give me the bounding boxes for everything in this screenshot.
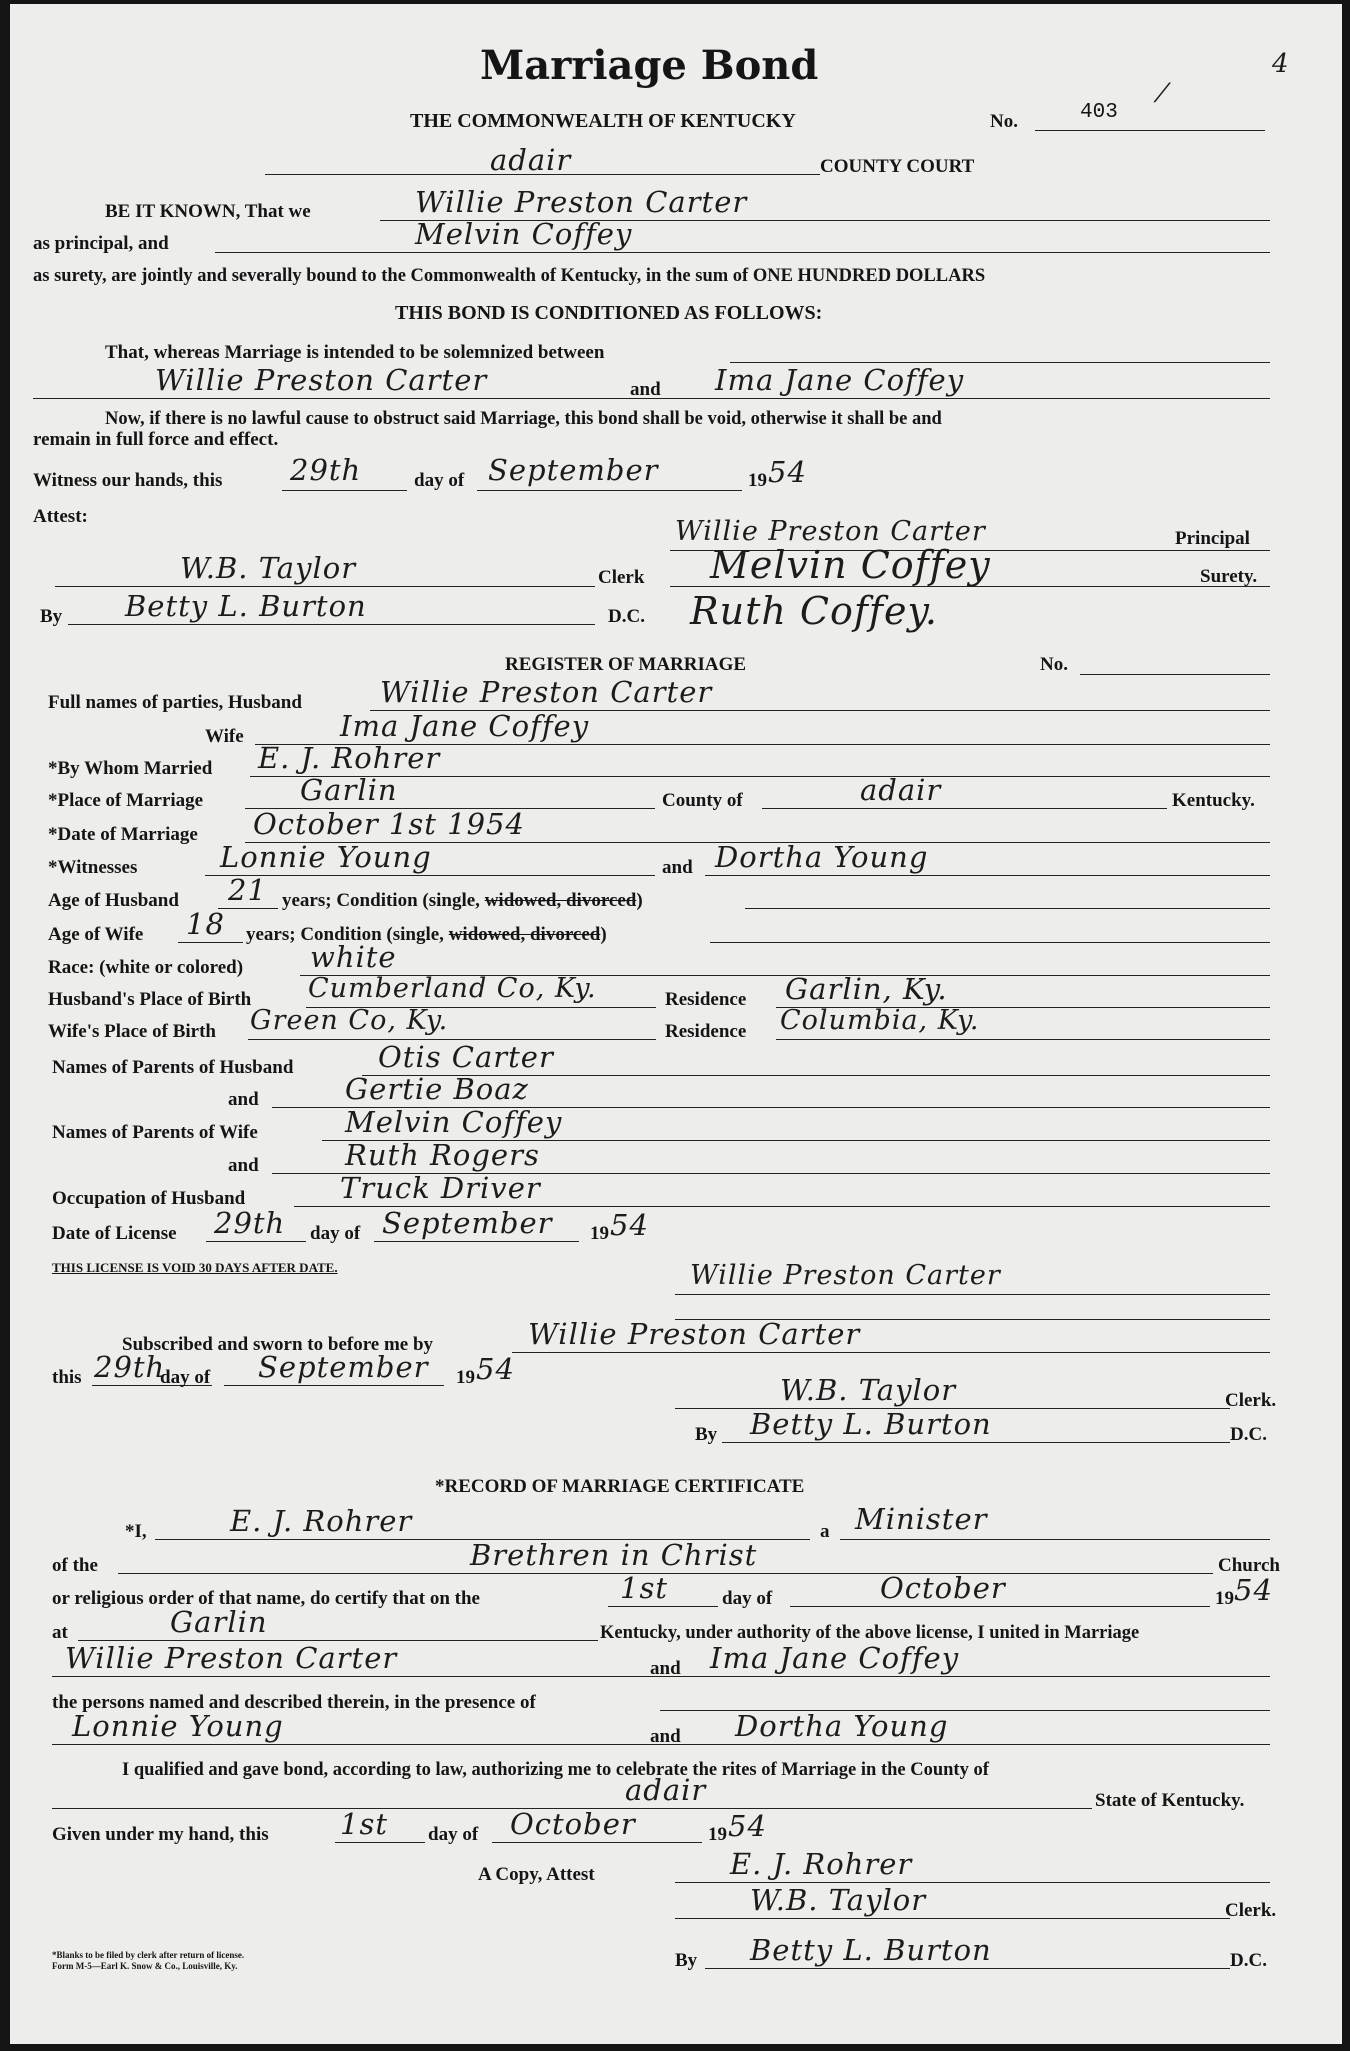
witness-day-of-label: day of [414, 470, 465, 491]
age-husband-value: 21 [228, 873, 267, 907]
husband-parents-and-label: and [228, 1089, 259, 1110]
cert-year: 54 [1234, 1573, 1273, 1607]
sworn-month: September [258, 1350, 429, 1384]
register-witness-1: Lonnie Young [220, 840, 432, 874]
given-year: 54 [728, 1809, 767, 1843]
register-clerk-label: Clerk. [1225, 1390, 1277, 1411]
witness-year-prefix: 19 [748, 470, 767, 491]
license-year-prefix: 19 [590, 1223, 609, 1244]
age-husband-label: Age of Husband [48, 890, 179, 911]
occupation-label: Occupation of Husband [52, 1188, 246, 1209]
license-day: 29th [214, 1206, 286, 1240]
cert-clerk-signature: W.B. Taylor [750, 1883, 927, 1917]
race-value: white [310, 940, 397, 974]
register-and-label: and [662, 857, 693, 878]
witnesses-label: *Witnesses [48, 857, 138, 878]
register-dc-label: D.C. [1230, 1424, 1267, 1445]
parents-husband-label: Names of Parents of Husband [52, 1057, 294, 1078]
age-wife-label: Age of Wife [48, 924, 144, 945]
bond-principal-signature: Willie Preston Carter [675, 516, 986, 547]
husband-father: Otis Carter [378, 1040, 554, 1074]
sworn-year: 54 [476, 1352, 515, 1386]
age-husband-condition: years; Condition (single, widowed, divorced) [282, 890, 643, 911]
wife-birth-value: Green Co, Ky. [250, 1005, 449, 1036]
husband-mother: Gertie Boaz [345, 1072, 529, 1106]
date-label: *Date of Marriage [48, 824, 198, 845]
bond-no-label: No. [990, 111, 1018, 132]
husband-label: Full names of parties, Husband [48, 692, 302, 713]
cert-day: 1st [620, 1571, 668, 1605]
certificate-heading: *RECORD OF MARRIAGE CERTIFICATE [435, 1476, 805, 1497]
copy-attest-label: A Copy, Attest [478, 1864, 595, 1885]
register-witness-2: Dortha Young [715, 840, 929, 874]
date-value: October 1st 1954 [253, 807, 525, 841]
husband-residence-label: Residence [665, 989, 747, 1010]
by-whom-label: *By Whom Married [48, 758, 213, 779]
now-text-1: Now, if there is no lawful cause to obstruct said Marriage, this bond shall be void, otherwise it shall be and [105, 409, 942, 429]
cert-officiant: E. J. Rohrer [230, 1504, 413, 1538]
cert-at-label: at [52, 1622, 68, 1643]
license-label: Date of License [52, 1223, 177, 1244]
kentucky-label: Kentucky. [1172, 790, 1255, 811]
cert-witness-2: Dortha Young [735, 1709, 949, 1743]
be-it-known-label: BE IT KNOWN, That we [105, 201, 311, 222]
cert-place: Garlin [170, 1605, 268, 1639]
husband-value: Willie Preston Carter [380, 675, 713, 709]
husband-birth-value: Cumberland Co, Ky. [308, 973, 597, 1004]
attest-label: Attest: [33, 506, 88, 527]
footnote-2: Form M-5—Earl K. Snow & Co., Louisville, Ky. [52, 1961, 238, 1971]
county-court-label: COUNTY COURT [820, 156, 975, 177]
qualified-text: I qualified and gave bond, according to law, authorizing me to celebrate the rites of Marriage in the County of [122, 1760, 989, 1780]
license-day-of-label: day of [310, 1223, 361, 1244]
cert-witness-1: Lonnie Young [72, 1709, 284, 1743]
cert-day-of-label: day of [722, 1588, 773, 1609]
county-value: adair [860, 773, 942, 807]
bond-clerk-signature: W.B. Taylor [180, 551, 357, 585]
state-label: State of Kentucky. [1095, 1790, 1245, 1811]
wife-father: Melvin Coffey [345, 1105, 563, 1139]
religious-order-text: or religious order of that name, do certify that on the [52, 1588, 480, 1609]
wife-parents-and-label: and [228, 1155, 259, 1176]
given-label: Given under my hand, this [52, 1824, 269, 1845]
wife-mother: Ruth Rogers [345, 1138, 540, 1172]
footnote-1: *Blanks to be filed by clerk after return of license. [52, 1950, 245, 1960]
sworn-this-label: this [52, 1367, 82, 1388]
witness-month: September [488, 453, 659, 487]
cert-dc-label: D.C. [1230, 1950, 1267, 1971]
register-heading: REGISTER OF MARRIAGE [505, 654, 747, 675]
register-by-label: By [695, 1424, 718, 1445]
bond-party-2: Ima Jane Coffey [715, 363, 965, 397]
wife-residence-label: Residence [665, 1021, 747, 1042]
conditioned-heading: THIS BOND IS CONDITIONED AS FOLLOWS: [395, 302, 823, 324]
given-day-of-label: day of [428, 1824, 479, 1845]
sworn-day-of-label: day of [160, 1367, 211, 1388]
marriage-bond-document [10, 4, 1342, 2044]
bond-surety-name: Melvin Coffey [415, 217, 633, 251]
age-wife-value: 18 [186, 907, 225, 941]
witness-label: Witness our hands, this [33, 470, 223, 491]
cert-year-prefix: 19 [1215, 1588, 1234, 1609]
county-of-label: County of [662, 790, 743, 811]
bond-dc-label: D.C. [608, 606, 645, 627]
whereas-text: That, whereas Marriage is intended to be solemnized between [105, 342, 605, 363]
cert-dc-signature: Betty L. Burton [750, 1933, 992, 1967]
subscribed-label: Subscribed and sworn to before me by [122, 1334, 434, 1355]
sworn-year-prefix: 19 [456, 1367, 475, 1388]
cert-and-label-1: and [650, 1658, 681, 1679]
race-label: Race: (white or colored) [48, 957, 244, 978]
bond-surety-signature: Melvin Coffey [710, 543, 991, 587]
bond-no-value: 403 [1080, 101, 1118, 124]
bond-no-tick: ⁄ [1160, 79, 1166, 109]
place-label: *Place of Marriage [48, 790, 204, 811]
bond-and-label: and [630, 379, 661, 400]
bond-extra-signature: Ruth Coffey. [690, 589, 938, 633]
place-value: Garlin [300, 773, 398, 807]
cert-clerk-label: Clerk. [1225, 1900, 1277, 1921]
bond-party-1: Willie Preston Carter [155, 363, 488, 397]
occupation-value: Truck Driver [340, 1171, 541, 1205]
corner-mark: 4 [1272, 49, 1290, 79]
husband-residence: Garlin, Ky. [785, 972, 948, 1006]
witness-year: 54 [768, 455, 807, 489]
husband-birth-label: Husband's Place of Birth [48, 989, 252, 1010]
cert-title-value: Minister [855, 1502, 988, 1536]
surety-text: as surety, are jointly and severally bound to the Commonwealth of Kentucky, in the sum of ONE HUNDRED DOLLARS [33, 266, 986, 286]
wife-label: Wife [205, 726, 244, 747]
bond-dc-signature: Betty L. Burton [125, 589, 367, 623]
cert-party-2: Ima Jane Coffey [710, 1641, 960, 1675]
surety-label: Surety. [1200, 566, 1258, 587]
church-label: Church [1218, 1555, 1280, 1576]
cert-party-1: Willie Preston Carter [65, 1641, 398, 1675]
license-year: 54 [610, 1208, 649, 1242]
by-whom-value: E. J. Rohrer [258, 741, 441, 775]
cert-month: October [880, 1571, 1006, 1605]
license-month: September [382, 1206, 553, 1240]
cert-by-label: By [675, 1950, 698, 1971]
subscribed-name: Willie Preston Carter [528, 1317, 861, 1351]
bond-clerk-label: Clerk [598, 567, 645, 588]
given-month: October [510, 1807, 636, 1841]
as-principal-label: as principal, and [33, 233, 169, 254]
wife-value: Ima Jane Coffey [340, 709, 590, 743]
cert-church-value: Brethren in Christ [470, 1538, 758, 1572]
authority-text: Kentucky, under authority of the above license, I united in Marriage [600, 1623, 1140, 1643]
wife-residence: Columbia, Ky. [780, 1005, 980, 1036]
now-text-2: remain in full force and effect. [33, 429, 279, 450]
bond-county: adair [490, 143, 572, 177]
persons-text: the persons named and described therein, in the presence of [52, 1692, 536, 1713]
void-notice: THIS LICENSE IS VOID 30 DAYS AFTER DATE. [52, 1260, 338, 1275]
cert-and-label-2: and [650, 1726, 681, 1747]
age-wife-condition: years; Condition (single, widowed, divorced) [246, 924, 607, 945]
given-day: 1st [340, 1807, 388, 1841]
principal-label: Principal [1175, 528, 1250, 549]
parents-wife-label: Names of Parents of Wife [52, 1122, 258, 1143]
of-the-label: of the [52, 1555, 98, 1576]
sworn-day: 29th [94, 1350, 166, 1384]
bond-by-label: By [40, 606, 63, 627]
cert-a-label: a [820, 1521, 830, 1542]
applicant-signature: Willie Preston Carter [690, 1260, 1001, 1291]
cert-i-label: *I, [125, 1521, 147, 1542]
register-dc-signature: Betty L. Burton [750, 1407, 992, 1441]
witness-day: 29th [290, 453, 362, 487]
commonwealth-heading: THE COMMONWEALTH OF KENTUCKY [410, 110, 796, 132]
wife-birth-label: Wife's Place of Birth [48, 1021, 216, 1042]
cert-county-value: adair [625, 1773, 707, 1807]
given-year-prefix: 19 [708, 1824, 727, 1845]
register-no-label: No. [1040, 654, 1068, 675]
bond-principal-name: Willie Preston Carter [415, 185, 748, 219]
document-title: Marriage Bond [480, 42, 819, 89]
register-clerk-signature: W.B. Taylor [780, 1373, 957, 1407]
cert-officiant-signature: E. J. Rohrer [730, 1847, 913, 1881]
